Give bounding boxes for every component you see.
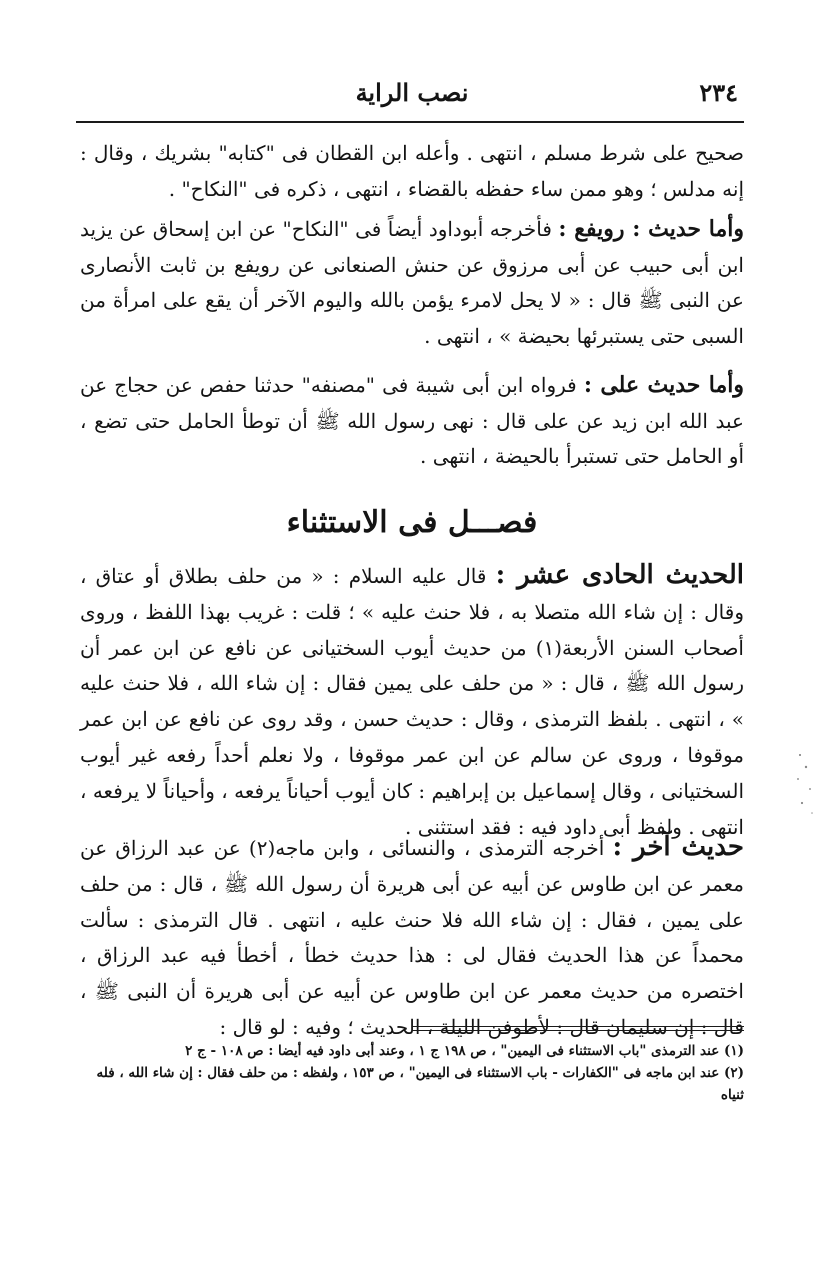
footnote-rule (412, 1030, 744, 1031)
paragraph-text (80, 558, 744, 845)
footnote-1: (١) عند الترمذى "باب الاستثناء فى اليمين" ، ص ١٩٨ ج ١ ، وعند أبى داود فيه أيضا : ص ١٠٨ - ج ٢ (185, 1043, 744, 1059)
speck (797, 778, 799, 780)
speck (811, 812, 813, 814)
paragraph-another-hadith (80, 830, 744, 1046)
speck (799, 754, 801, 756)
footnote-2: (٢) عند ابن ماجه فى "الكفارات - باب الاستثناء فى اليمين" ، ص ١٥٣ ، ولفظه : من حلف فقال : إن شاء الله ، فله ثنياه (96, 1065, 744, 1103)
paragraph-text: صحيح على شرط مسلم ، انتهى . وأعله ابن القطان فى "كتابه" بشريك ، وقال : إنه مدلس ؛ وهو ممن ساء حفظه بالقضاء ، انتهى ، ذكره فى "النكاح" . (80, 141, 744, 201)
speck (801, 802, 803, 804)
running-title: نصب الراية (355, 78, 469, 107)
paragraph-block-1 (80, 136, 744, 207)
paragraph-lead: حديث آخر : (612, 832, 744, 862)
page-number: ٢٣٤ (699, 78, 738, 107)
scan-specks-decoration (792, 745, 822, 825)
paragraph-body: فرواه ابن أبى شيبة فى "مصنفه" حدثنا حفص عن حجاج عن عبد الله ابن زيد عن على قال : نهى رسول الله ﷺ أن توطأ الحامل حتى تضع ، أو الحامل حتى تستبرأ بالحيضة ، انتهى . (80, 373, 744, 468)
footnotes (80, 1040, 744, 1106)
paragraph-lead: وأما حديث على : (583, 372, 744, 398)
footnote-rule (412, 1026, 744, 1027)
paragraph-text (80, 368, 744, 475)
speck (809, 788, 811, 790)
header-rule (76, 121, 744, 123)
paragraph-body: أخرجه الترمذى ، والنسائى ، وابن ماجه(٢) عن عبد الرزاق عن معمر عن ابن طاوس عن أبيه عن أبى هريرة أن رسول الله ﷺ ، قال : من حلف على يمين ، فقال : إن شاء الله فلا حنث عليه ، انتهى . قال الترمذى : سألت محمداً عن هذا الحديث فقال لى : هذا حديث خطأ ، أخطأ فيه عبد الرزاق ، اختصره من حديث معمر عن ابن طاوس عن أبيه عن أبى هريرة أن النبى ﷺ ، قال : إن سليمان قال : لأطوفن الليلة ، الحديث ؛ وفيه : لو قال : (80, 836, 744, 1039)
paragraph-body: فأخرجه أبوداود أيضاً فى "النكاح" عن ابن إسحاق عن يزيد ابن أبى حبيب عن أبى مرزوق عن حنش الصنعانى عن رويفع بن ثابت الأنصارى عن النبى ﷺ قال : « لا يحل لامرء يؤمن بالله واليوم الآخر أن يقع على امرأة من السبى حتى يستبرئها بحيضة » ، انتهى . (80, 217, 744, 348)
section-heading: فصـــل فى الاستثناء (286, 505, 538, 540)
paragraph-lead: الحديث الحادى عشر : (495, 560, 744, 590)
paragraph-rawifa (80, 212, 744, 354)
paragraph-lead: وأما حديث : رويفع : (558, 216, 744, 242)
page-header (78, 72, 746, 116)
paragraph-body: قال عليه السلام : « من حلف بطلاق أو عتاق ، وقال : إن شاء الله متصلا به ، فلا حنث عليه » ؛ قلت : غريب بهذا اللفظ ، وروى أصحاب السنن الأربعة(١) من حديث أيوب السختيانى عن نافع عن ابن عمر أن رسول الله ﷺ ، قال : « من حلف على يمين فقال : إن شاء الله ، فلا حنث عليه » ، انتهى . بلفظ الترمذى ، وقال : حديث حسن ، وقد روى عن نافع عن ابن عمر موقوفا ، وروى عن سالم عن ابن عمر موقوفا ، ولا نعلم أحداً رفعه غير أيوب السختيانى ، وقال إسماعيل بن إبراهيم : كان أيوب أحياناً يرفعه ، وأحياناً لا يرفعه ، انتهى . ولفظ أبى داود فيه : فقد استثنى . (80, 564, 744, 839)
speck (805, 766, 807, 768)
paragraph-text (80, 212, 744, 354)
paragraph-text (80, 830, 744, 1046)
paragraph-ali (80, 368, 744, 475)
paragraph-hadith-eleven (80, 558, 744, 845)
